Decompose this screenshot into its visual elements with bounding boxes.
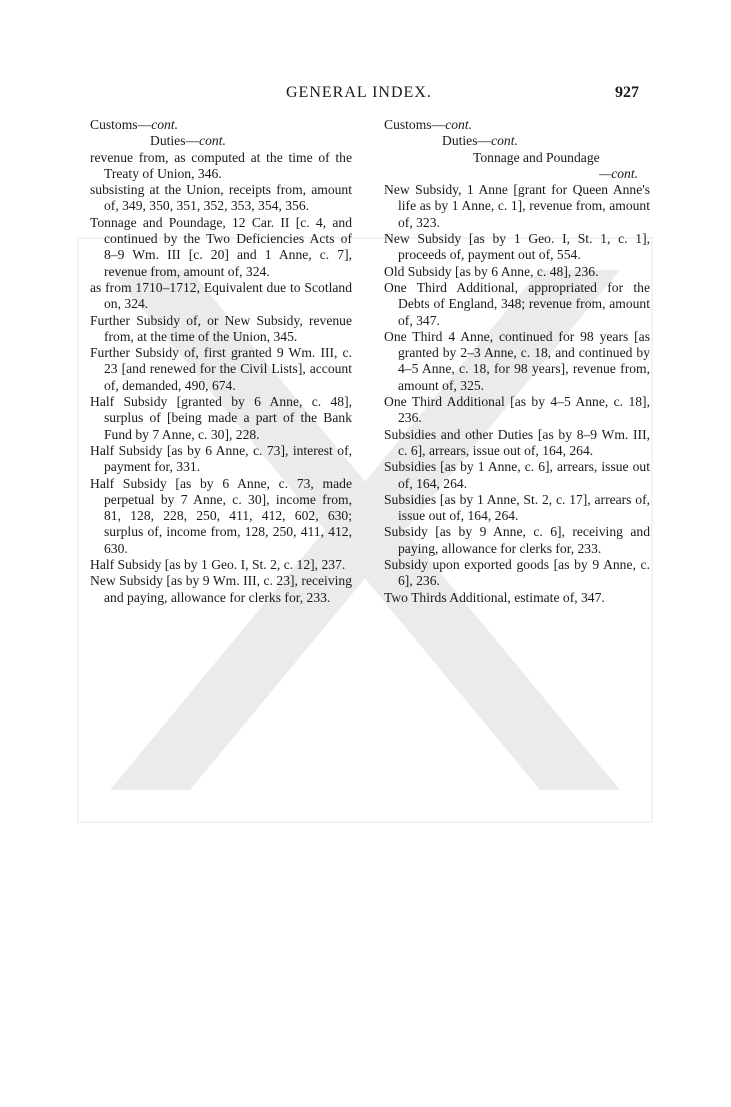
index-subentry: Further Subsidy of, or New Subsidy, revenue from, at the time of the Union, 345.: [90, 312, 352, 344]
page-number: 927: [615, 84, 639, 101]
index-subentry: Subsidy upon exported goods [as by 9 Anne, c. 6], 236.: [384, 557, 650, 589]
running-header: [0, 84, 731, 108]
index-subentry: Half Subsidy [as by 6 Anne, c. 73, made perpetual by 7 Anne, c. 30], income from, 81, 128, 228, 250, 411, 412, 602, 630; surplus of, income from, 128, 250, 411, 412, 630.: [90, 475, 352, 556]
index-entry: revenue from, as computed at the time of the Treaty of Union, 346.: [90, 149, 352, 181]
index-subentry: as from 1710–1712, Equivalent due to Scotland on, 324.: [90, 279, 352, 312]
index-subentry: Old Subsidy [as by 6 Anne, c. 48], 236.: [384, 263, 599, 279]
index-entry: subsisting at the Union, receipts from, amount of, 349, 350, 351, 352, 353, 354, 356.: [90, 182, 352, 214]
page-title: GENERAL INDEX.: [286, 84, 432, 101]
index-subentry: Further Subsidy of, first granted 9 Wm. III, c. 23 [and renewed for the Civil Lists], account of, demanded, 490, 674.: [90, 345, 352, 393]
index-subentry: Subsidies [as by 1 Anne, c. 6], arrears, issue out of, 164, 264.: [384, 459, 650, 491]
index-subentry: New Subsidy, 1 Anne [grant for Queen Anne's life as by 1 Anne, c. 1], revenue from, amount of, 323.: [384, 182, 650, 230]
index-heading: Customs—cont.: [90, 117, 178, 132]
index-subentry: New Subsidy [as by 9 Wm. III, c. 23], receiving and paying, allowance for clerks for, 233.: [90, 573, 352, 605]
index-subentry: Half Subsidy [granted by 6 Anne, c. 48], surplus of [being made a part of the Bank Fund by 7 Anne, c. 30], 228.: [90, 394, 352, 442]
index-subentry: New Subsidy [as by 1 Geo. I, St. 1, c. 1], proceeds of, payment out of, 554.: [384, 231, 650, 263]
index-subentry: One Third Additional, appropriated for the Debts of England, 348; revenue from, amount of, 347.: [384, 279, 650, 328]
index-subentry: Subsidies [as by 1 Anne, St. 2, c. 17], arrears of, issue out of, 164, 264.: [384, 491, 650, 524]
index-subentry: Half Subsidy [as by 1 Geo. I, St. 2, c. 12], 237.: [90, 557, 346, 573]
index-subentry: Half Subsidy [as by 6 Anne, c. 73], interest of, payment for, 331.: [90, 442, 352, 475]
index-column-left: [90, 117, 352, 606]
index-subheading: Duties—cont.: [150, 133, 226, 149]
index-subheading-2: Tonnage and Poundage —cont.: [473, 149, 638, 181]
index-subentry: Two Thirds Additional, estimate of, 347.: [384, 589, 605, 605]
index-subentry: One Third 4 Anne, continued for 98 years [as granted by 2–3 Anne, c. 18, and continued by 4–5 Anne, c. 18, for 98 years], revenue from, amount of, 325.: [384, 328, 650, 393]
index-subentry: One Third Additional [as by 4–5 Anne, c. 18], 236.: [384, 394, 650, 426]
index-column-right: [384, 117, 650, 606]
index-subheading: Duties—cont.: [442, 133, 518, 149]
index-subentry: Subsidy [as by 9 Anne, c. 6], receiving and paying, allowance for clerks for, 233.: [384, 524, 650, 556]
index-subentry: Subsidies and other Duties [as by 8–9 Wm. III, c. 6], arrears, issue out of, 164, 264.: [384, 426, 650, 458]
index-heading: Customs—cont.: [384, 117, 472, 132]
index-entry: Tonnage and Poundage, 12 Car. II [c. 4, and continued by the Two Deficiencies Acts of 8–9 Wm. III [c. 20] and 1 Anne, c. 7], revenue from, amount of, 324.: [90, 214, 352, 279]
